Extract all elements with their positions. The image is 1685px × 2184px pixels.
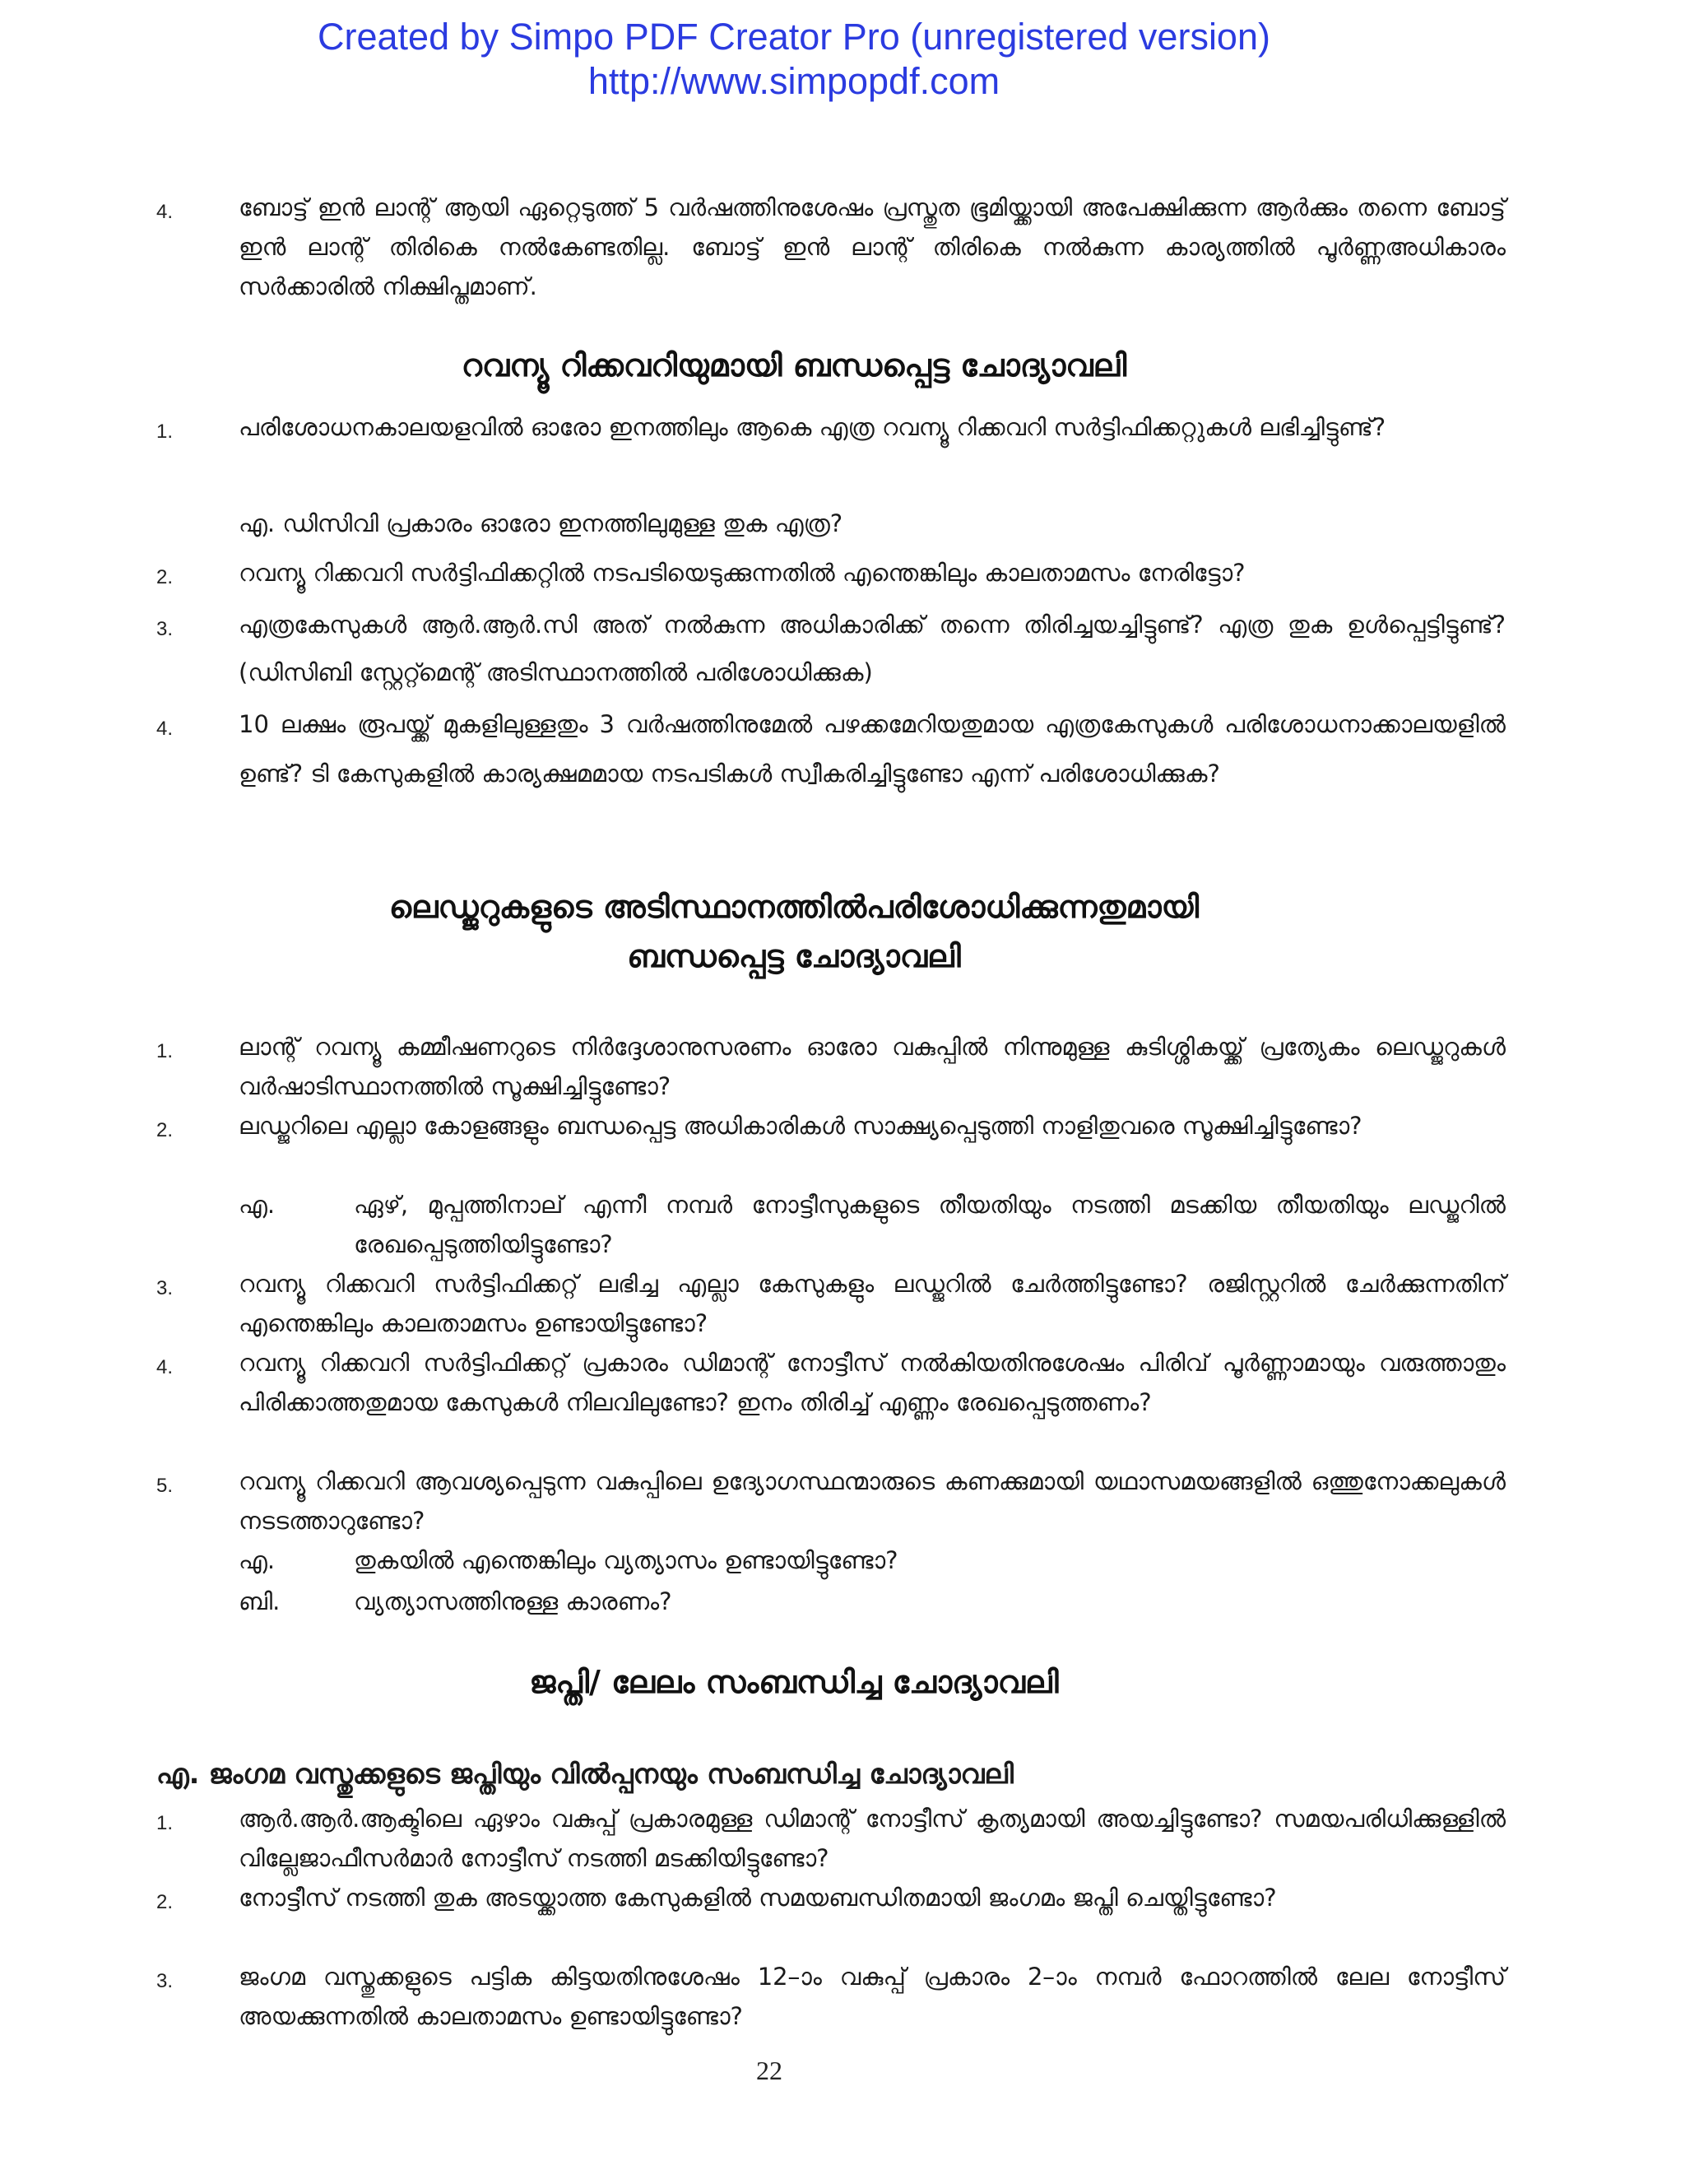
sub-item-label: ബി. bbox=[239, 1587, 281, 1615]
item-number: 4. bbox=[156, 718, 174, 740]
sub-item bbox=[156, 1582, 1506, 1621]
section-heading: ജപ്തി/ ലേലം സംബന്ധിച്ച ചോദ്യാവലി bbox=[529, 1664, 1059, 1700]
list-item bbox=[156, 601, 1506, 696]
item-text: ബോട്ട് ഇൻ ലാന്റ് ആയി ഏറ്റെടുത്ത് 5 വർഷത്തിനുശേഷം പ്രസ്തുത ഭൂമിയ്ക്കായി അപേക്ഷിക്കുന്ന ആർക്കും തന്നെ ബോട്ട് ഇൻ ലാന്റ് തിരികെ നൽകേണ്ടതില്ല. ബോട്ട് ഇൻ ലാന്റ് തിരികെ നൽകുന്ന കാര്യത്തിൽ പൂർണ്ണഅധികാരം സർക്കാരിൽ നിക്ഷിപ്തമാണ്. bbox=[239, 193, 1506, 300]
item-text: ജംഗമ വസ്തുക്കളുടെ പട്ടിക കിട്ടയതിനുശേഷം 12–ാം വകുപ്പ് പ്രകാരം 2–ാം നമ്പർ ഫോറത്തിൽ ലേല നോട്ടീസ് അയക്കുന്നതിൽ കാലതാമസം ഉണ്ടായിട്ടുണ്ടോ? bbox=[239, 1963, 1506, 2030]
page-number: 22 bbox=[756, 2056, 782, 2085]
item-number: 2. bbox=[156, 566, 174, 588]
item-number: 1. bbox=[156, 421, 174, 443]
list-item bbox=[156, 1343, 1506, 1422]
item-text: ലാന്റ് റവന്യൂ കമ്മീഷണറുടെ നിർദ്ദേശാനുസരണം ഓരോ വകുപ്പിൽ നിന്നുമുള്ള കുടിശ്ശികയ്ക്ക് പ്രത്യേകം ലെഡ്ജറുകൾ വർഷാടിസ്ഥാനത്തിൽ സൂക്ഷിച്ചിട്ടുണ്ടോ? bbox=[239, 1033, 1506, 1100]
item-number: 2. bbox=[156, 1119, 174, 1141]
item-text: റവന്യൂ റിക്കവറി ആവശ്യപ്പെടുന്ന വകുപ്പിലെ ഉദ്യോഗസ്ഥന്മാരുടെ കണക്കുമായി യഥാസമയങ്ങളിൽ ഒത്തുനോക്കലുകൾ നടടത്താറുണ്ടോ? bbox=[239, 1467, 1506, 1535]
item-text: ലഡ്ജറിലെ എല്ലാ കോളങ്ങളും ബന്ധപ്പെട്ട അധികാരികൾ സാക്ഷ്യപ്പെടുത്തി നാളിതുവരെ സൂക്ഷിച്ചിട്ടുണ്ടോ? bbox=[239, 1112, 1362, 1140]
item-number: 4. bbox=[156, 201, 174, 223]
item-text: റവന്യൂ റിക്കവറി സർട്ടിഫിക്കറ്റ് പ്രകാരം ഡിമാന്റ് നോട്ടീസ് നൽകിയതിനുശേഷം പിരിവ് പൂർണ്ണാമായും വരുത്താതും പിരിക്കാത്തതുമായ കേസുകൾ നിലവിലുണ്ടോ? ഇനം തിരിച്ച് എണ്ണം രേഖപ്പെടുത്തണം? bbox=[239, 1349, 1506, 1416]
item-text: പരിശോധനകാലയളവിൽ ഓരോ ഇനത്തിലും ആകെ എത്ര റവന്യൂ റിക്കവറി സർട്ടിഫിക്കറ്റുകൾ ലഭിച്ചിട്ടുണ്ട്? bbox=[239, 413, 1386, 441]
item-text: 10 ലക്ഷം രൂപയ്ക്ക് മുകളിലുള്ളതും 3 വർഷത്തിനുമേൽ പഴക്കമേറിയതുമായ എത്രകേസുകൾ പരിശോധനാക്കാലയളിൽ ഉണ്ട്? ടി കേസുകളിൽ കാര്യക്ഷമമായ നടപടികൾ സ്വീകരിച്ചിട്ടുണ്ടോ എന്ന് പരിശോധിക്കുക? bbox=[239, 710, 1506, 788]
item-number: 1. bbox=[156, 1812, 174, 1834]
item-text: നോട്ടീസ് നടത്തി തുക അടയ്ക്കാത്ത കേസുകളിൽ സമയബന്ധിതമായി ജംഗമം ജപ്തി ചെയ്തിട്ടുണ്ടോ? bbox=[239, 1884, 1277, 1912]
sub-item-text: ഏഴ്, മുപ്പത്തിനാല് എന്നീ നമ്പർ നോട്ടീസുകളുടെ തീയതിയും നടത്തി മടക്കിയ തീയതിയും ലഡ്ജറിൽ രേഖപ്പെടുത്തിയിട്ടുണ്ടോ? bbox=[354, 1191, 1506, 1258]
sub-item bbox=[156, 1540, 1506, 1580]
sub-item-label: എ. bbox=[239, 1191, 276, 1219]
list-item bbox=[156, 1799, 1506, 1878]
item-number: 3. bbox=[156, 618, 174, 640]
list-item bbox=[156, 1106, 1506, 1145]
item-text: ആർ.ആർ.ആക്ടിലെ ഏഴാം വകുപ്പ് പ്രകാരമുള്ള ഡിമാന്റ് നോട്ടീസ് കൃത്യമായി അയച്ചിട്ടുണ്ടോ? സമയപരിധിക്കുള്ളിൽ വില്ലേജാഫീസർമാർ നോട്ടീസ് നടത്തി മടക്കിയിട്ടുണ്ടോ? bbox=[239, 1805, 1506, 1872]
item-number: 5. bbox=[156, 1475, 174, 1497]
list-item bbox=[156, 1957, 1506, 2036]
watermark-title: Created by Simpo PDF Creator Pro (unregistered version) bbox=[318, 16, 1270, 58]
item-text: റവന്യൂ റിക്കവറി സർട്ടിഫിക്കറ്റ് ലഭിച്ച എല്ലാ കേസുകളും ലഡ്ജറിൽ ചേർത്തിട്ടുണ്ടോ? രജിസ്റ്ററിൽ ചേർക്കുന്നതിന് എന്തെങ്കിലും കാലതാമസം ഉണ്ടായിട്ടുണ്ടോ? bbox=[239, 1270, 1506, 1337]
section-heading: ബന്ധപ്പെട്ട ചോദ്യാവലി bbox=[627, 938, 961, 974]
section-heading: ലെഡ്ജറുകളുടെ അടിസ്ഥാനത്തിൽപരിശോധിക്കുന്നതുമായി bbox=[388, 889, 1200, 925]
item-number: 2. bbox=[156, 1891, 174, 1913]
list-item bbox=[156, 699, 1506, 798]
item-number: 4. bbox=[156, 1356, 174, 1378]
watermark-url: http://www.simpopdf.com bbox=[587, 60, 1000, 102]
list-item bbox=[156, 403, 1506, 451]
sub-item-label: എ. bbox=[239, 1546, 276, 1574]
item-number: 3. bbox=[156, 1277, 174, 1299]
list-item bbox=[156, 553, 1506, 592]
sub-heading: എ. ജംഗമ വസ്തുക്കളുടെ ജപ്തിയും വിൽപ്പനയും സംബന്ധിച്ച ചോദ്യാവലി bbox=[156, 1758, 1014, 1790]
list-item bbox=[156, 1878, 1506, 1917]
item-number: 3. bbox=[156, 1970, 174, 1992]
section-heading: റവന്യൂ റിക്കവറിയുമായി ബന്ധപ്പെട്ട ചോദ്യാവലി bbox=[461, 347, 1127, 383]
list-item bbox=[156, 1264, 1506, 1343]
sub-item-text: എ. ഡിസിവി പ്രകാരം ഓരോ ഇനത്തിലുമുള്ള തുക എത്ര? bbox=[239, 509, 843, 537]
list-item bbox=[156, 1461, 1506, 1540]
sub-item-text: വ്യത്യാസത്തിനുള്ള കാരണം? bbox=[354, 1587, 672, 1615]
sub-item-text: തുകയിൽ എന്തെങ്കിലും വ്യത്യാസം ഉണ്ടായിട്ടുണ്ടോ? bbox=[354, 1546, 898, 1574]
item-number: 1. bbox=[156, 1040, 174, 1062]
list-item bbox=[156, 1027, 1506, 1106]
list-item bbox=[156, 188, 1506, 306]
item-text: എത്രകേസുകൾ ആർ.ആർ.സി അത് നൽകുന്ന അധികാരിക്ക് തന്നെ തിരിച്ചയച്ചിട്ടുണ്ട്? എത്ര തുക ഉൾപ്പെട്ടിട്ടുണ്ട്? (ഡിസിബി സ്റ്റേറ്റ്മെന്റ് അടിസ്ഥാനത്തിൽ പരിശോധിക്കുക) bbox=[239, 611, 1506, 686]
sub-item bbox=[156, 1185, 1506, 1264]
item-text: റവന്യൂ റിക്കവറി സർട്ടിഫിക്കറ്റിൽ നടപടിയെടുക്കുന്നതിൽ എന്തെങ്കിലും കാലതാമസം നേരിട്ടോ? bbox=[239, 559, 1246, 587]
